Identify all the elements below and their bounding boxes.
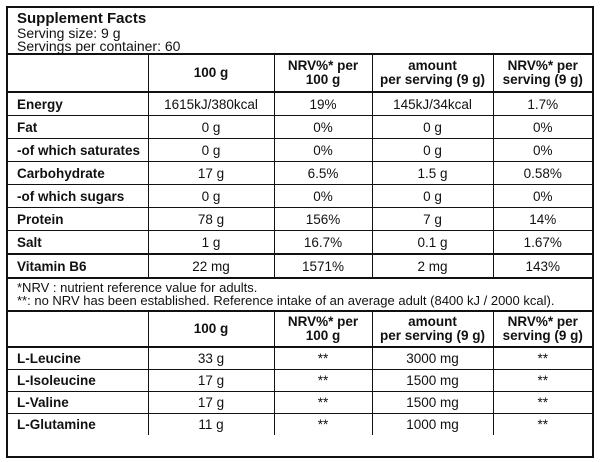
value-cell: ** bbox=[493, 370, 592, 392]
footnotes bbox=[8, 277, 592, 310]
value-cell: ** bbox=[274, 392, 372, 414]
value-cell: 0% bbox=[493, 185, 592, 208]
value-cell: 0 g bbox=[372, 116, 493, 139]
table-row bbox=[8, 254, 592, 277]
value-cell: 1.5 g bbox=[372, 162, 493, 185]
table-row bbox=[8, 162, 592, 185]
row-label: Vitamin B6 bbox=[8, 254, 148, 277]
value-cell: ** bbox=[274, 347, 372, 370]
value-cell: 16.7% bbox=[274, 231, 372, 255]
table-row bbox=[8, 208, 592, 231]
value-cell: 11 g bbox=[148, 414, 274, 436]
value-cell: 22 mg bbox=[148, 254, 274, 277]
value-cell: 0 g bbox=[372, 185, 493, 208]
table-row bbox=[8, 92, 592, 116]
value-cell: 7 g bbox=[372, 208, 493, 231]
row-label: L-Valine bbox=[8, 392, 148, 414]
value-cell: 33 g bbox=[148, 347, 274, 370]
value-cell: 17 g bbox=[148, 370, 274, 392]
value-cell: 0% bbox=[274, 139, 372, 162]
value-cell: 0 g bbox=[148, 139, 274, 162]
row-label: Energy bbox=[8, 92, 148, 116]
table-row bbox=[8, 392, 592, 414]
value-cell: ** bbox=[274, 414, 372, 436]
column-header: NRV%* per 100 g bbox=[274, 54, 372, 92]
row-label: L-Leucine bbox=[8, 347, 148, 370]
column-header: amount per serving (9 g) bbox=[372, 311, 493, 347]
value-cell: 1.67% bbox=[493, 231, 592, 255]
table-header-row bbox=[8, 54, 592, 92]
table-row bbox=[8, 347, 592, 370]
column-header: NRV%* per 100 g bbox=[274, 311, 372, 347]
nutrition-table bbox=[8, 53, 592, 277]
header-label-cell bbox=[8, 54, 148, 92]
value-cell: 0% bbox=[274, 116, 372, 139]
table-row bbox=[8, 231, 592, 255]
table-header-row bbox=[8, 311, 592, 347]
value-cell: 1500 mg bbox=[372, 392, 493, 414]
value-cell: 156% bbox=[274, 208, 372, 231]
footnote-no-nrv: **: no NRV has been established. Reference intake of an average adult (8400 kJ / 2000 kcal). bbox=[17, 293, 555, 308]
value-cell: 0 g bbox=[148, 116, 274, 139]
column-header: 100 g bbox=[148, 311, 274, 347]
row-label: L-Glutamine bbox=[8, 414, 148, 436]
column-header: amount per serving (9 g) bbox=[372, 54, 493, 92]
value-cell: 0 g bbox=[148, 185, 274, 208]
value-cell: 78 g bbox=[148, 208, 274, 231]
value-cell: 0.1 g bbox=[372, 231, 493, 255]
value-cell: 14% bbox=[493, 208, 592, 231]
column-header: 100 g bbox=[148, 54, 274, 92]
table-row bbox=[8, 370, 592, 392]
row-label: Carbohydrate bbox=[8, 162, 148, 185]
column-header: NRV%* per serving (9 g) bbox=[493, 311, 592, 347]
value-cell: ** bbox=[493, 347, 592, 370]
value-cell: 17 g bbox=[148, 392, 274, 414]
value-cell: 3000 mg bbox=[372, 347, 493, 370]
facts-header bbox=[8, 8, 592, 53]
value-cell: ** bbox=[493, 414, 592, 436]
supplement-facts-panel bbox=[6, 6, 594, 458]
servings-per-container: Servings per container: 60 bbox=[17, 38, 181, 54]
value-cell: 145kJ/34kcal bbox=[372, 92, 493, 116]
facts-title: Supplement Facts bbox=[17, 10, 147, 27]
value-cell: 1615kJ/380kcal bbox=[148, 92, 274, 116]
footnote-nrv: *NRV : nutrient reference value for adults. bbox=[17, 280, 258, 295]
value-cell: 0.58% bbox=[493, 162, 592, 185]
value-cell: 0% bbox=[493, 116, 592, 139]
value-cell: 2 mg bbox=[372, 254, 493, 277]
column-header: NRV%* per serving (9 g) bbox=[493, 54, 592, 92]
row-label: L-Isoleucine bbox=[8, 370, 148, 392]
table-row bbox=[8, 139, 592, 162]
value-cell: ** bbox=[493, 392, 592, 414]
table-row bbox=[8, 116, 592, 139]
value-cell: 0% bbox=[274, 185, 372, 208]
value-cell: 143% bbox=[493, 254, 592, 277]
row-label: -of which sugars bbox=[8, 185, 148, 208]
table-row bbox=[8, 185, 592, 208]
value-cell: 1571% bbox=[274, 254, 372, 277]
header-label-cell bbox=[8, 311, 148, 347]
value-cell: 19% bbox=[274, 92, 372, 116]
row-label: -of which saturates bbox=[8, 139, 148, 162]
serving-size: Serving size: 9 g bbox=[17, 25, 121, 41]
amino-acid-table bbox=[8, 310, 592, 435]
value-cell: 1000 mg bbox=[372, 414, 493, 436]
row-label: Protein bbox=[8, 208, 148, 231]
table-row bbox=[8, 414, 592, 436]
value-cell: 0 g bbox=[372, 139, 493, 162]
value-cell: 1 g bbox=[148, 231, 274, 255]
row-label: Salt bbox=[8, 231, 148, 255]
value-cell: 17 g bbox=[148, 162, 274, 185]
value-cell: 1.7% bbox=[493, 92, 592, 116]
row-label: Fat bbox=[8, 116, 148, 139]
value-cell: 0% bbox=[493, 139, 592, 162]
value-cell: 1500 mg bbox=[372, 370, 493, 392]
value-cell: ** bbox=[274, 370, 372, 392]
value-cell: 6.5% bbox=[274, 162, 372, 185]
